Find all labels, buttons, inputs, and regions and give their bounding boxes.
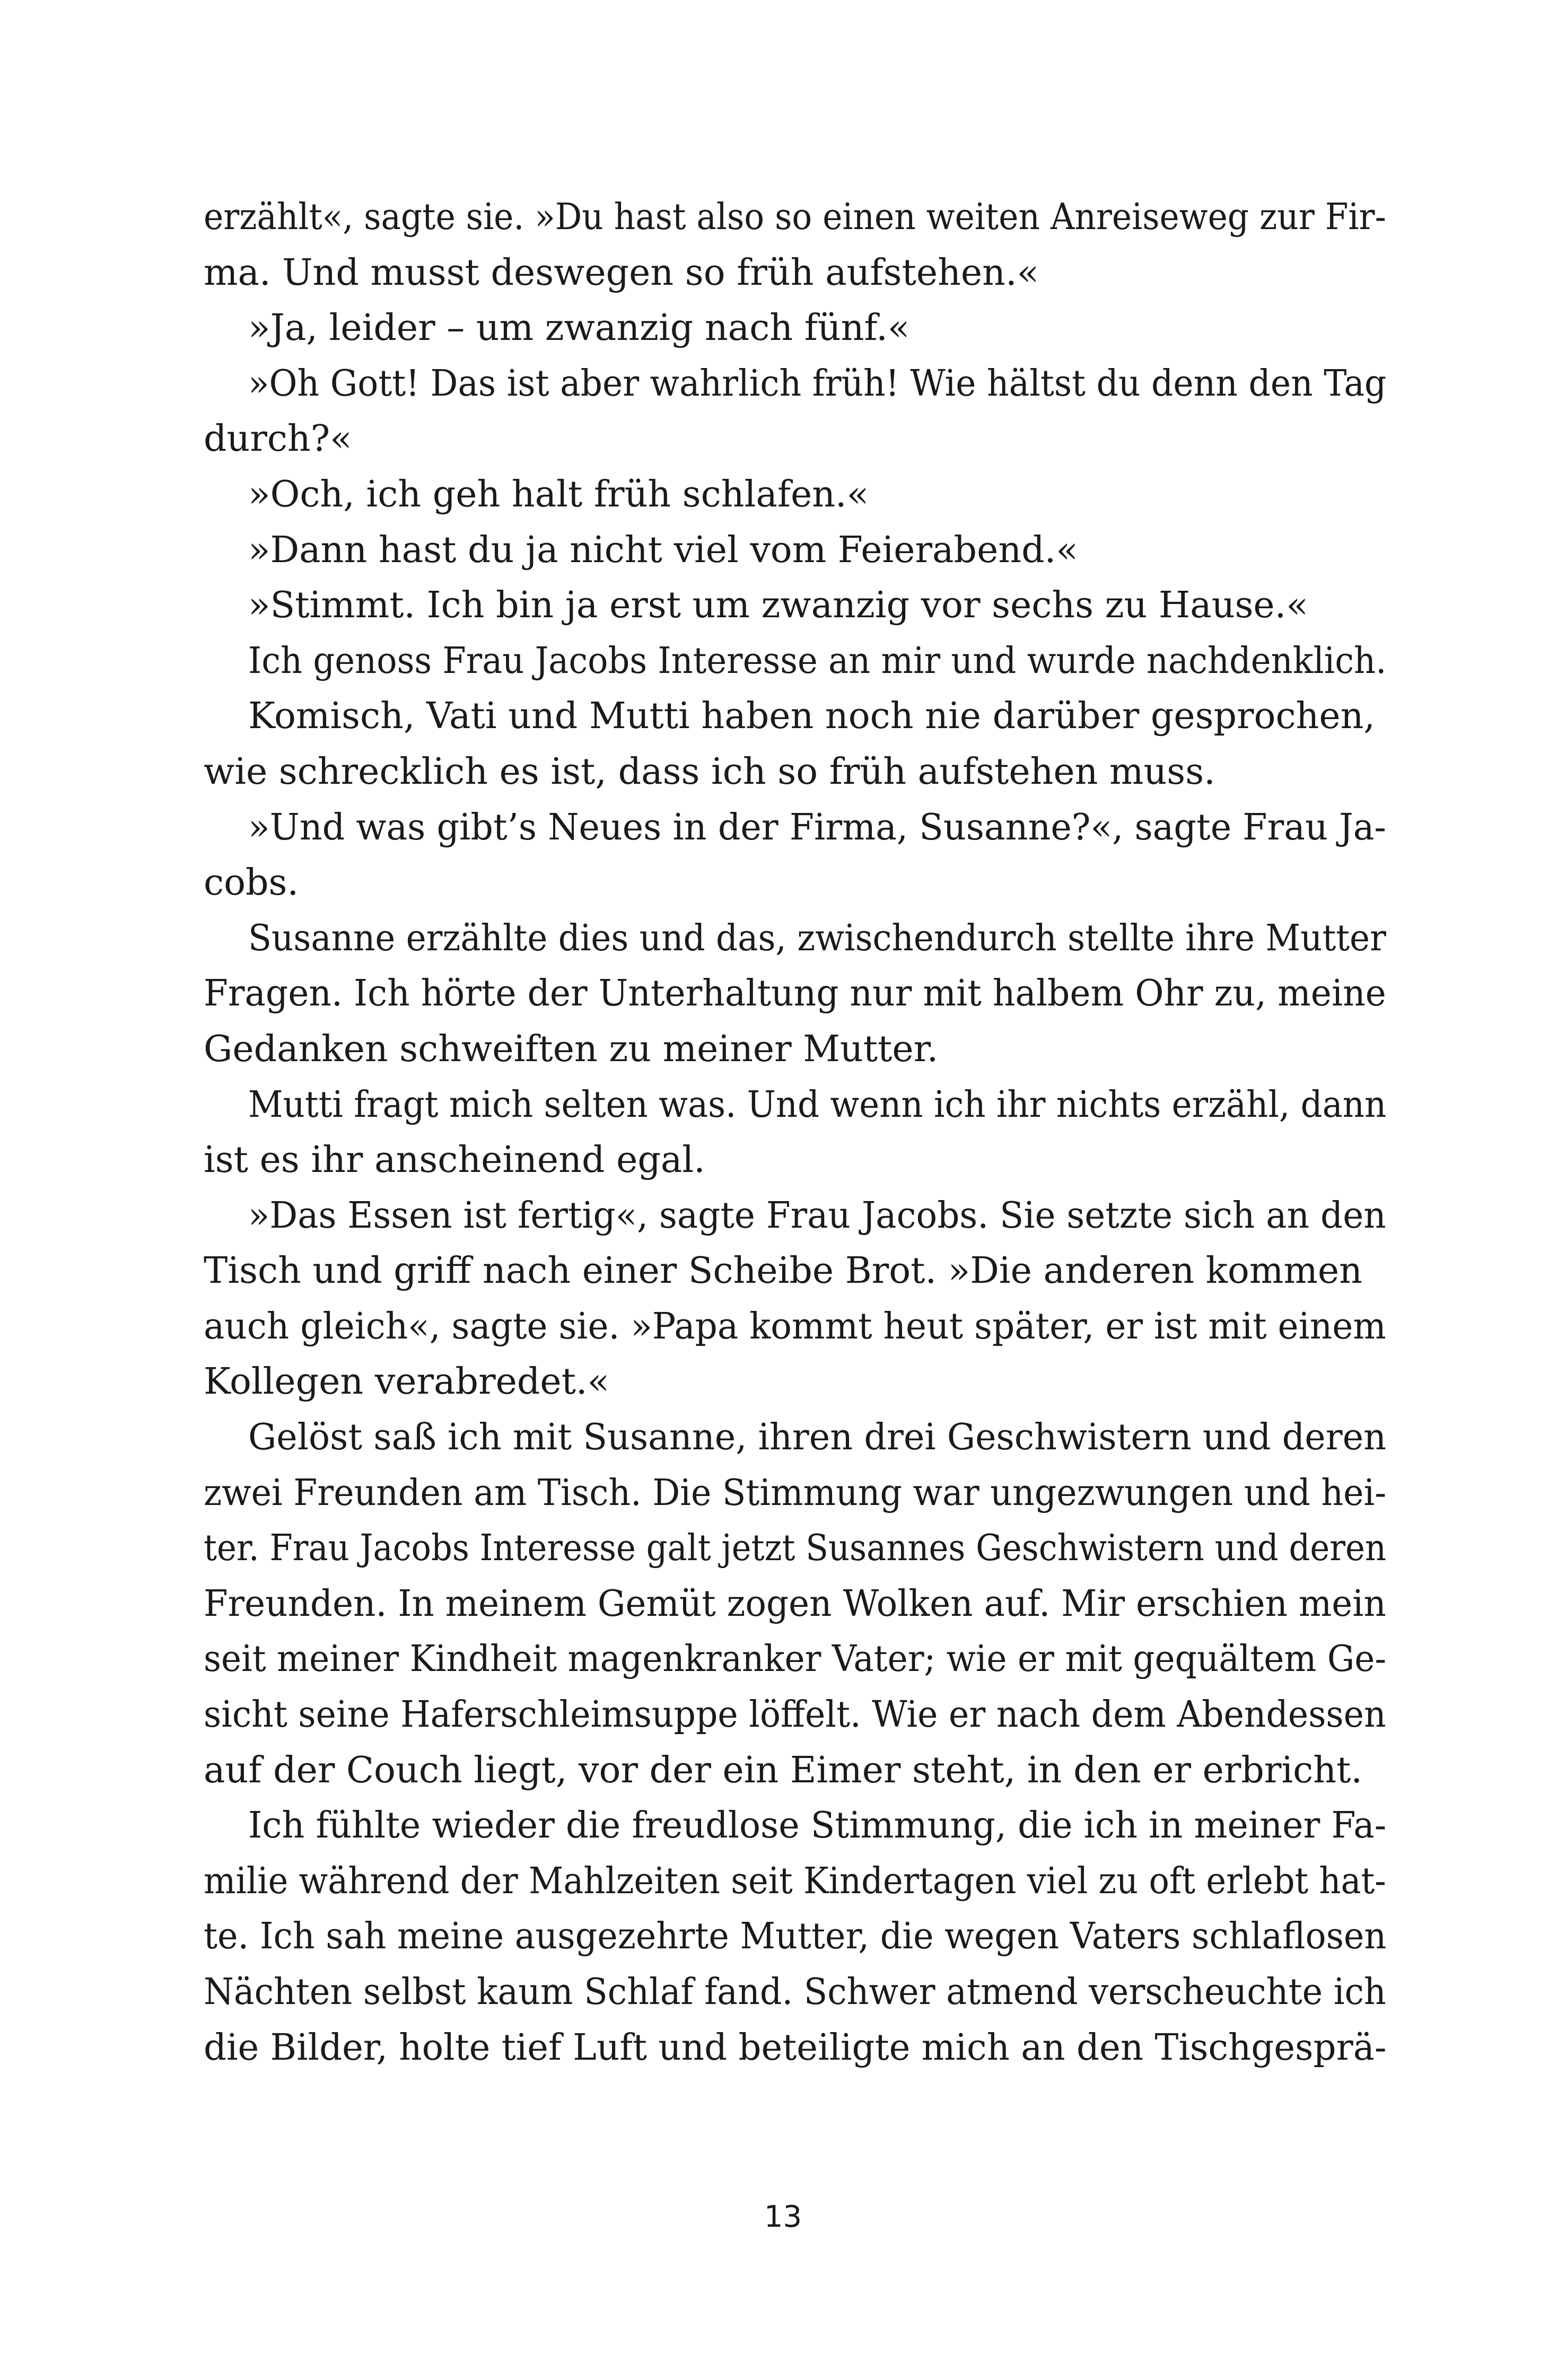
text-line: Ich genoss Frau Jacobs Interesse an mir und wurde nachdenklich. bbox=[248, 640, 1387, 682]
text-line: »Und was gibt’s Neues in der Firma, Susanne?«, sagte Frau Ja- bbox=[248, 806, 1386, 848]
body-text bbox=[204, 190, 1386, 2076]
text-line: Gedanken schweiften zu meiner Mutter. bbox=[204, 1028, 939, 1070]
text-line: »Stimmt. Ich bin ja erst um zwanzig vor sechs zu Hause.« bbox=[248, 584, 1308, 627]
page-number: 13 bbox=[764, 2200, 802, 2234]
text-line: ter. Frau Jacobs Interesse galt jetzt Susannes Geschwistern und deren bbox=[204, 1527, 1387, 1570]
text-line: Ich fühlte wieder die freudlose Stimmung, die ich in meiner Fa- bbox=[248, 1805, 1387, 1847]
text-line: »Ja, leider – um zwanzig nach fünf.« bbox=[248, 307, 910, 349]
text-line: Komisch, Vati und Mutti haben noch nie darüber gesprochen, bbox=[248, 695, 1375, 738]
text-line: »Och, ich geh halt früh schlafen.« bbox=[248, 473, 869, 515]
text-line: auch gleich«, sagte sie. »Papa kommt heut später, er ist mit einem bbox=[204, 1305, 1386, 1348]
text-line: Freunden. In meinem Gemüt zogen Wolken auf. Mir erschien mein bbox=[204, 1582, 1386, 1625]
text-line: Fragen. Ich hörte der Unterhaltung nur mit halbem Ohr zu, meine bbox=[204, 973, 1386, 1015]
text-line: cobs. bbox=[204, 862, 299, 904]
text-line: Kollegen verabredet.« bbox=[204, 1361, 610, 1403]
text-line: Susanne erzählte dies und das, zwischendurch stellte ihre Mutter bbox=[248, 917, 1386, 959]
text-line: wie schrecklich es ist, dass ich so früh aufstehen muss. bbox=[204, 750, 1215, 793]
text-line: erzählt«, sagte sie. »Du hast also so einen weiten Anreiseweg zur Fir- bbox=[204, 196, 1386, 238]
text-line: Mutti fragt mich selten was. Und wenn ich ihr nichts erzähl, dann bbox=[248, 1083, 1387, 1126]
text-line: »Oh Gott! Das ist aber wahrlich früh! Wie hältst du denn den Tag bbox=[248, 362, 1387, 405]
text-line: »Das Essen ist fertig«, sagte Frau Jacobs. Sie setzte sich an den bbox=[248, 1194, 1386, 1237]
text-line: Gelöst saß ich mit Susanne, ihren drei Geschwistern und deren bbox=[248, 1416, 1387, 1459]
text-line: die Bilder, holte tief Luft und beteiligte mich an den Tischgesprä- bbox=[204, 2026, 1387, 2069]
text-line: milie während der Mahlzeiten seit Kindertagen viel zu oft erlebt hat- bbox=[204, 1860, 1386, 1902]
text-line: Nächten selbst kaum Schlaf fand. Schwer atmend verscheuchte ich bbox=[204, 1971, 1386, 2013]
text-line: ma. Und musst deswegen so früh aufstehen.« bbox=[204, 251, 1039, 294]
text-line: sicht seine Haferschleimsuppe löffelt. Wie er nach dem Abendessen bbox=[204, 1694, 1386, 1736]
text-line: te. Ich sah meine ausgezehrte Mutter, die wegen Vaters schlaflosen bbox=[204, 1915, 1387, 1958]
text-line: seit meiner Kindheit magenkranker Vater; wie er mit gequältem Ge- bbox=[204, 1638, 1387, 1681]
text-line: durch?« bbox=[204, 418, 352, 460]
text-line: zwei Freunden am Tisch. Die Stimmung war ungezwungen und hei- bbox=[204, 1472, 1387, 1514]
text-line: auf der Couch liegt, vor der ein Eimer steht, in den er erbricht. bbox=[204, 1749, 1362, 1791]
text-line: »Dann hast du ja nicht viel vom Feierabend.« bbox=[248, 529, 1078, 571]
text-line: Tisch und griff nach einer Scheibe Brot. »Die anderen kommen bbox=[204, 1250, 1362, 1292]
text-line: ist es ihr anscheinend egal. bbox=[204, 1139, 705, 1182]
